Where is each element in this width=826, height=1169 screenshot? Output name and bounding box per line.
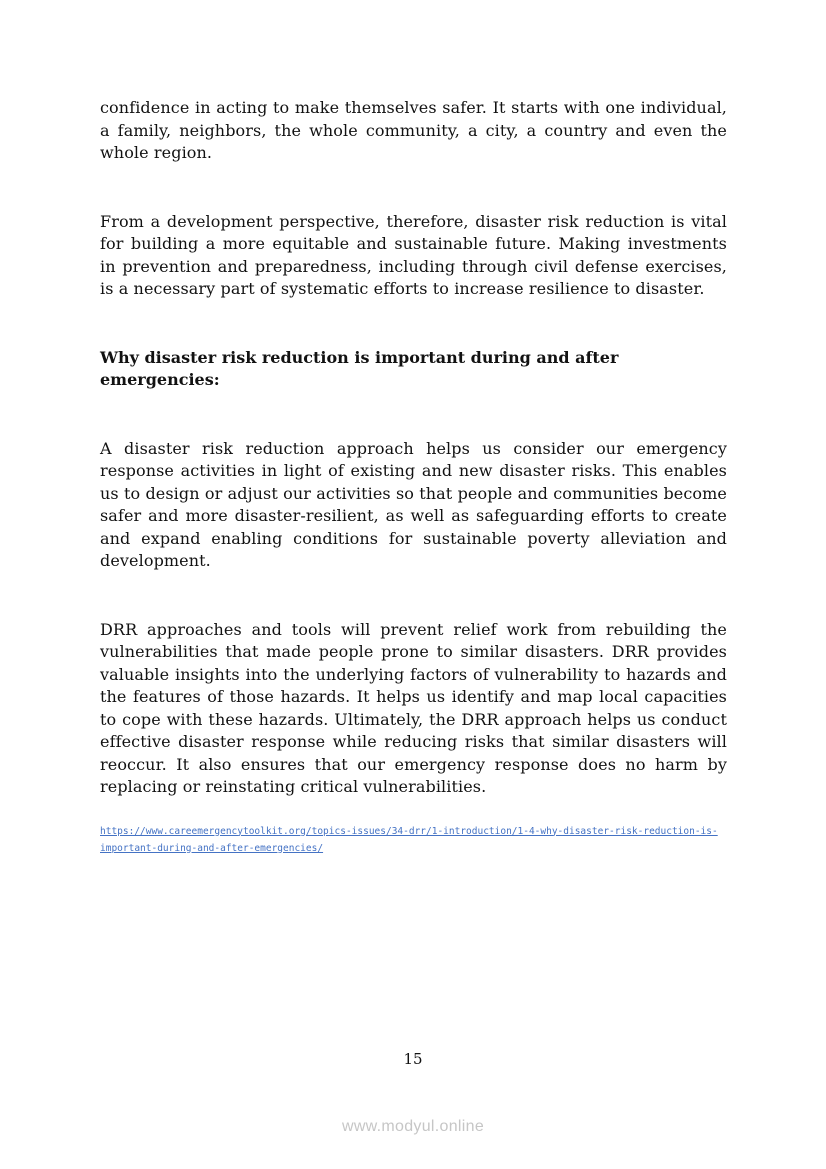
watermark: www.modyul.online xyxy=(341,1118,485,1135)
paragraph-development-perspective: From a development perspective, therefore, disaster risk reduction is vital for building a more equitable and sustainable future. Making investments in prevention and preparedness, including through civil defense exercises, is a necessary part of systematic efforts to increase resilience to disaster. xyxy=(100,211,727,298)
page-content xyxy=(100,97,727,857)
section-heading: Why disaster risk reduction is important during and after emergencies: xyxy=(100,347,619,389)
paragraph-drr-approach: A disaster risk reduction approach helps us consider our emergency response activities in light of existing and new disaster risks. This enables us to design or adjust our activities so that people and communities become safer and more disaster-resilient, as well as safeguarding efforts to create and expand enabling conditions for sustainable poverty alleviation and development. xyxy=(100,438,727,570)
source-link[interactable]: https://www.careemergencytoolkit.org/topics-issues/34-drr/1-introduction/1-4-why-disaster-risk-reduction-is-important-during-and-after-emergencies/ xyxy=(100,825,718,854)
page-number: 15 xyxy=(403,1050,423,1068)
paragraph-confidence: confidence in acting to make themselves safer. It starts with one individual, a family, neighbors, the whole community, a city, a country and even the whole region. xyxy=(100,98,727,162)
paragraph-drr-tools: DRR approaches and tools will prevent relief work from rebuilding the vulnerabilities that made people prone to similar disasters. DRR provides valuable insights into the underlying factors of vulnerability to hazards and the features of those hazards. It helps us identify and map local capacities to cope with these hazards. Ultimately, the DRR approach helps us conduct effective disaster response while reducing risks that similar disasters will reoccur. It also ensures that our emergency response does no harm by replacing or reinstating critical vulnerabilities. xyxy=(100,619,727,796)
